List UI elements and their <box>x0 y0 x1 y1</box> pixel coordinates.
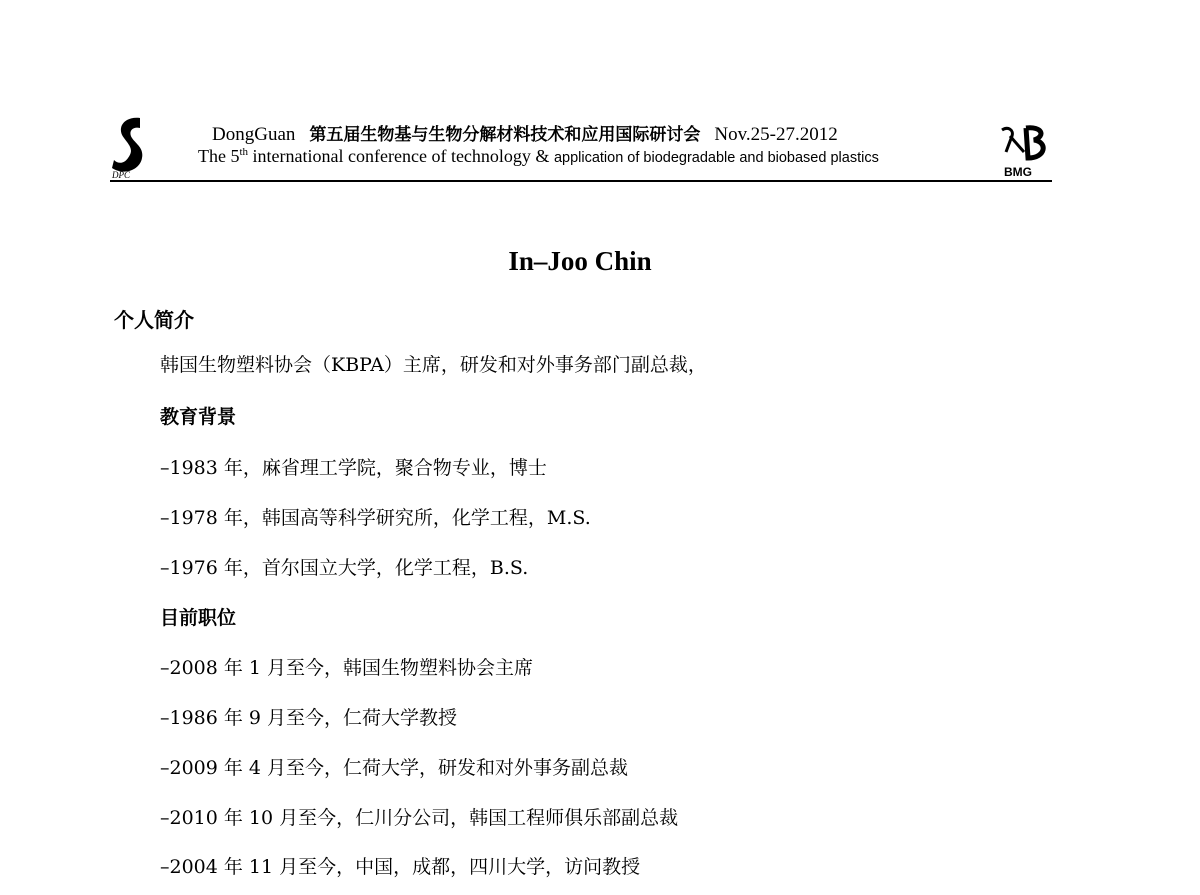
position-heading: 目前职位 <box>160 607 237 629</box>
header-line2-mid: international conference of technology & <box>248 146 554 166</box>
header-line2-sup: th <box>239 146 249 158</box>
position-item: –2010 年 10 月至今，仁川分公司，韩国工程师俱乐部副总裁 <box>160 807 679 829</box>
education-item: –1978 年，韩国高等科学研究所，化学工程，M.S. <box>160 507 591 529</box>
education-heading: 教育背景 <box>160 406 237 428</box>
page-title: In–Joo Chin <box>508 246 652 276</box>
position-item: –1986 年 9 月至今，仁荷大学教授 <box>160 707 458 729</box>
bmg-logo-icon <box>996 122 1052 180</box>
header-title-cn: 第五届生物基与生物分解材料技术和应用国际研讨会 <box>309 125 701 145</box>
education-item: –1976 年，首尔国立大学，化学工程，B.S. <box>160 557 529 579</box>
education-item: –1983 年，麻省理工学院，聚合物专业，博士 <box>160 457 547 479</box>
header-dates: Nov.25-27.2012 <box>714 124 838 145</box>
dpc-logo-text: DPC <box>112 170 130 180</box>
position-item: –2009 年 4 月至今，仁荷大学，研发和对外事务副总裁 <box>160 757 629 779</box>
dpc-logo-icon <box>110 114 154 180</box>
header-divider <box>110 180 1052 182</box>
position-item: –2004 年 11 月至今，中国，成都，四川大学，访问教授 <box>160 856 641 878</box>
header-line-2 <box>198 146 978 167</box>
header-city: DongGuan <box>212 124 296 145</box>
position-item: –2008 年 1 月至今，韩国生物塑料协会主席 <box>160 657 534 679</box>
header-line2-pre: The 5 <box>198 146 240 166</box>
conference-header <box>110 108 1052 182</box>
header-line2-sans: application of biodegradable and biobased plastics <box>553 150 879 166</box>
profile-heading: 个人简介 <box>114 308 194 332</box>
profile-summary: 韩国生物塑料协会（KBPA）主席，研发和对外事务部门副总裁， <box>160 354 707 376</box>
header-line-1 <box>212 120 952 146</box>
bmg-logo-text: BMG <box>1004 165 1032 179</box>
